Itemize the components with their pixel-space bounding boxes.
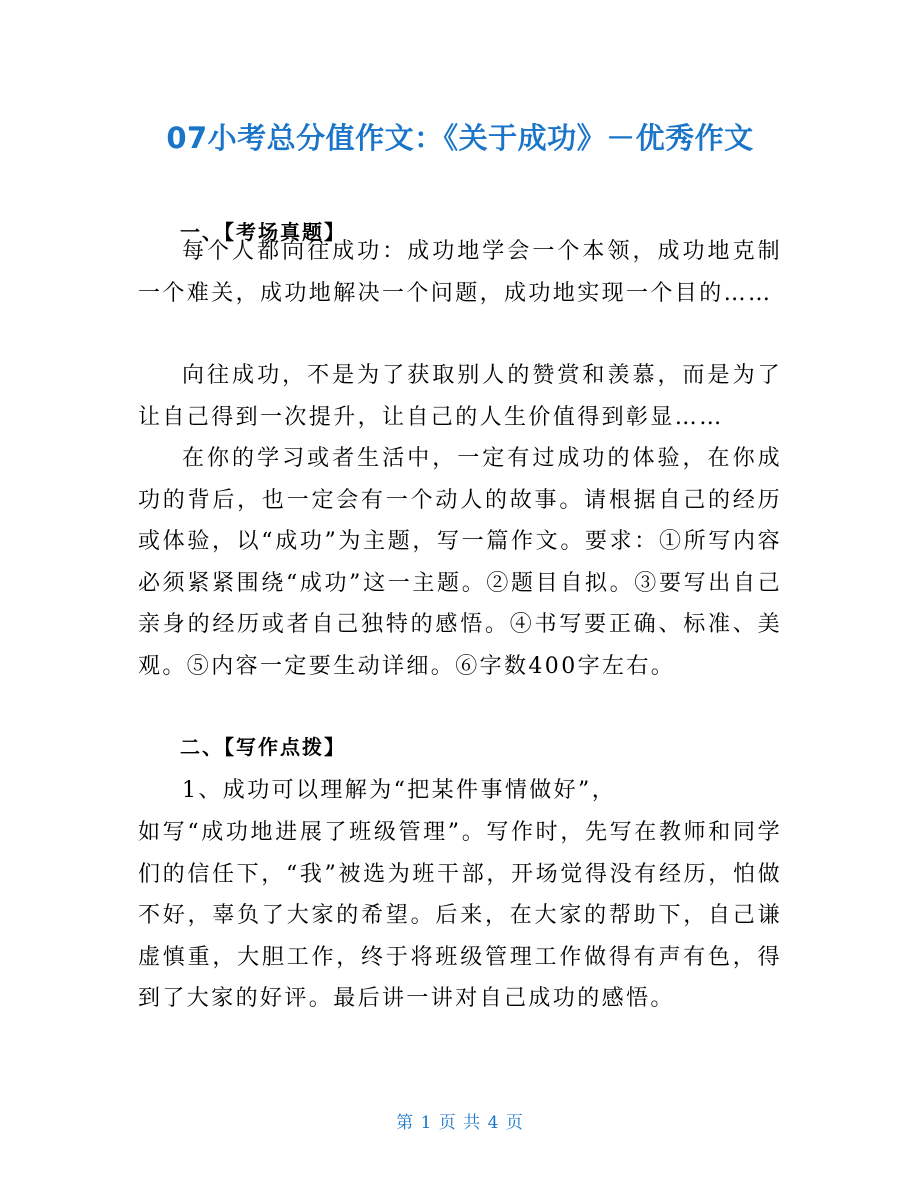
paragraph-essay-requirements: 在你的学习或者生活中，一定有过成功的体验，在你成功的背后，也一定会有一个动人的故事。请根据自己的经历或体验，以“成功”为主题，写一篇作文。要求：①所写内容必须紧紧围绕“成功”这一主题。②题目自拟。③要写出自己亲身的经历或者自己独特的感悟。④书写要正确、标准、美观。⑤内容一定要生动详细。⑥字数400字左右。: [138, 446, 782, 679]
paragraph-tip-example: 如写“成功地进展了班级管理”。写作时，先写在教师和同学们的信任下，“我”被选为班干部，开场觉得没有经历，怕做不好，辜负了大家的希望。后来，在大家的帮助下，自己谦虚慎重，大胆工作，终于将班级管理工作做得有声有色，得到了大家的好评。最后讲一讲对自己成功的感悟。: [138, 820, 782, 1011]
paragraph-purpose-of-success: 向往成功，不是为了获取别人的赞赏和羡慕，而是为了让自己得到一次提升，让自己的人生价值得到彰显……: [138, 363, 782, 430]
section-heading-exam-question: 一、【考场真题】: [180, 220, 346, 244]
document-title: 07小考总分值作文：《关于成功》－优秀作文: [166, 121, 754, 155]
section-heading-writing-tips: 二、【写作点拨】: [180, 735, 346, 759]
paragraph-tip-one: 1、成功可以理解为“把某件事情做好”，: [182, 778, 617, 803]
paragraph-aspire-success: 每个人都向往成功：成功地学会一个本领，成功地克制一个难关，成功地解决一个问题，成功地实现一个目的……: [138, 239, 782, 306]
page-number-footer: 第 1 页 共 4 页: [396, 1113, 524, 1133]
